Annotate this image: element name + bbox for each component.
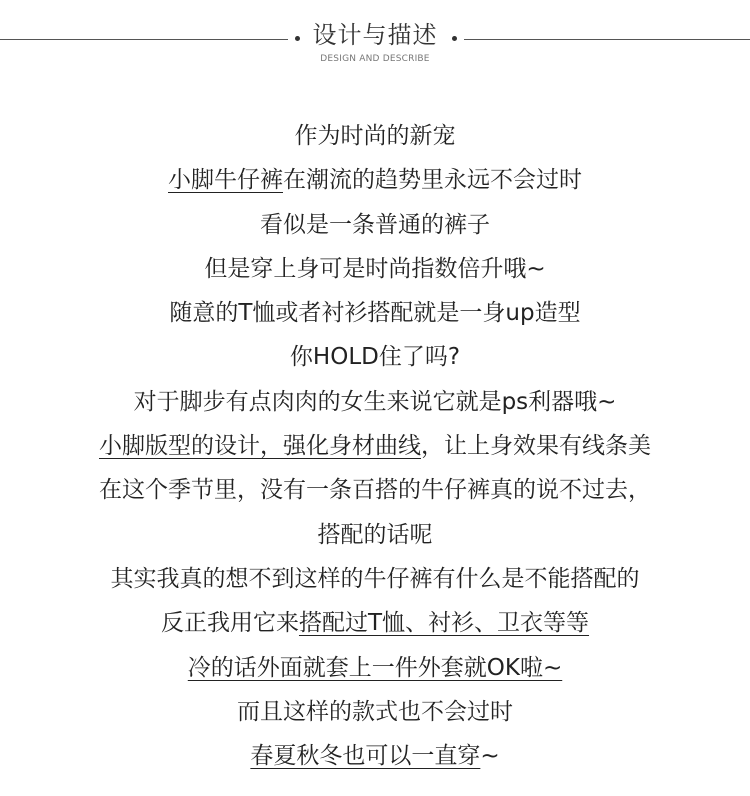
description-line: 小脚版型的设计，强化身材曲线，让上身效果有线条美 (99, 433, 651, 460)
header-divider-left (0, 39, 288, 40)
description-line: 作为时尚的新宠 (294, 123, 456, 149)
description-line: 春夏秋冬也可以一直穿~ (250, 743, 500, 770)
description-text (0, 114, 750, 778)
description-line: 反正我用它来搭配过T恤、衬衫、卫衣等等 (160, 610, 590, 637)
description-line: 小脚牛仔裤在潮流的趋势里永远不会过时 (168, 167, 582, 194)
description-line: 你HOLD住了吗? (289, 344, 461, 371)
description-line: 看似是一条普通的裤子 (260, 211, 490, 238)
description-line: 搭配的话呢 (317, 521, 433, 548)
description-line: 其实我真的想不到这样的牛仔裤有什么是不能搭配的 (110, 565, 640, 592)
section-subtitle: DESIGN AND DESCRIBE (320, 54, 430, 64)
description-line: 对于脚步有点肉肉的女生来说它就是ps利器哦~ (133, 388, 617, 415)
description-line: 而且这样的款式也不会过时 (237, 698, 513, 725)
section-header (0, 0, 750, 80)
header-divider-right (464, 39, 750, 40)
section-title: 设计与描述 (312, 21, 438, 49)
header-dot-right (452, 36, 457, 41)
description-line: 冷的话外面就套上一件外套就OK啦~ (187, 654, 563, 681)
description-line: 但是穿上身可是时尚指数倍升哦~ (204, 255, 546, 282)
description-line: 随意的T恤或者衬衫搭配就是一身up造型 (169, 300, 581, 327)
description-line: 在这个季节里，没有一条百搭的牛仔裤真的说不过去， (99, 477, 651, 504)
